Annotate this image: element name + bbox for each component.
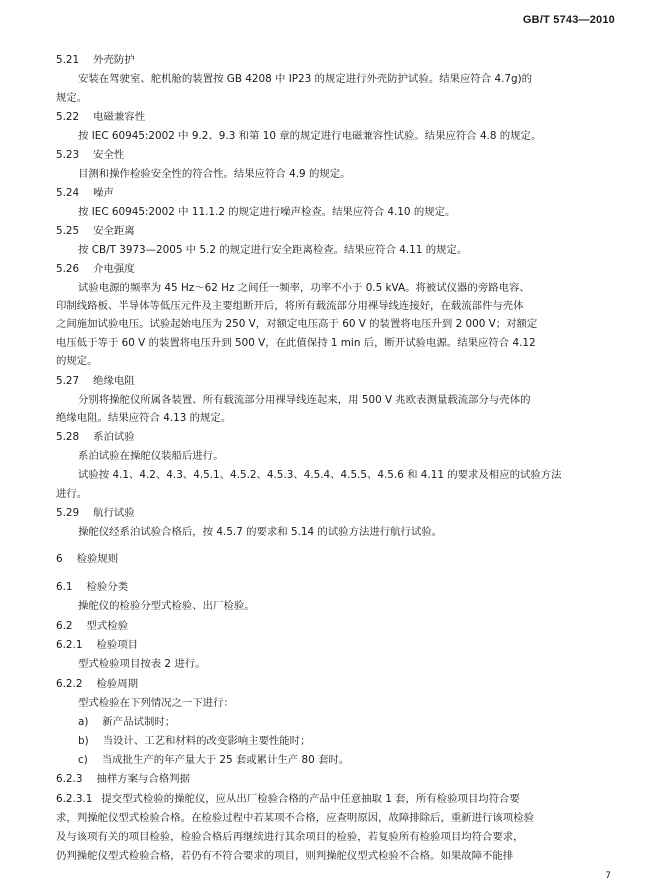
- section-number: 6.2.3: [56, 773, 83, 785]
- section-number: 5.26: [56, 263, 80, 275]
- section-title: 抽样方案与合格判据: [96, 773, 190, 785]
- body-line: 进行。: [56, 488, 88, 500]
- list-text: 当成批生产的年产量大于 25 套或累计生产 80 套时。: [101, 754, 350, 766]
- list-item: [78, 715, 175, 729]
- section-title: 噪声: [93, 187, 114, 199]
- section-heading-5-26: [56, 262, 135, 276]
- chapter-heading-6: [56, 552, 118, 566]
- section-title: 电磁兼容性: [93, 111, 146, 123]
- section-heading-5-25: [56, 224, 135, 238]
- section-heading-5-29: [56, 506, 135, 520]
- list-text: 当设计、工艺和材料的改变影响主要性能时；: [102, 735, 311, 747]
- list-marker: a): [78, 716, 89, 728]
- standard-number: GB/T 5743—2010: [522, 14, 615, 26]
- body-line: 印制线路板、半导体等低压元件及主要组断开后，将所有载流部分用裸导线连接好，在载流部件与壳体: [56, 300, 524, 312]
- body-line: 试验按 4.1、4.2、4.3、4.5.1、4.5.2、4.5.3、4.5.4、4.5.5、4.5.6 和 4.11 的要求及相应的试验方法: [78, 469, 562, 481]
- section-title: 型式检验: [86, 620, 129, 632]
- section-title: 系泊试验: [93, 431, 135, 443]
- body-line: 的规定。: [56, 355, 98, 367]
- section-heading-5-24: [56, 186, 114, 200]
- section-heading-5-28: [56, 430, 135, 444]
- section-number: 6.2.1: [56, 639, 83, 651]
- body-line: 分别将操舵仪所属各装置、所有载流部分用裸导线连起来，用 500 V 兆欧表测量载流部分与壳体的: [78, 394, 531, 406]
- section-number: 6.2: [56, 620, 73, 632]
- list-item: [78, 753, 349, 767]
- list-marker: c): [78, 754, 88, 766]
- section-number: 5.28: [56, 431, 80, 443]
- page-number: 7: [605, 871, 611, 881]
- section-number: 5.21: [56, 54, 80, 66]
- section-title: 检验周期: [96, 678, 139, 690]
- body-line: 系泊试验在操舵仪装船后进行。: [78, 450, 224, 462]
- section-heading-6-2-2: [56, 677, 138, 691]
- section-heading-6-2: [56, 619, 128, 633]
- section-number: 5.23: [56, 149, 80, 161]
- body-line: 型式检验在下列情况之一下进行：: [78, 697, 234, 709]
- section-heading-5-23: [56, 148, 124, 162]
- body-line: 型式检验项目按表 2 进行。: [78, 658, 206, 670]
- body-line: 操舵仪的检验分型式检验、出厂检验。: [78, 600, 255, 612]
- section-number: 5.27: [56, 375, 80, 387]
- body-line: 目测和操作检验安全性的符合性。结果应符合 4.9 的规定。: [78, 168, 351, 180]
- section-number: 5.29: [56, 507, 80, 519]
- section-title: 外壳防护: [93, 54, 135, 66]
- body-line: 提交型式检验的操舵仪，应从出厂检验合格的产品中任意抽取 1 套，所有检验项目均符合要: [101, 793, 520, 805]
- body-line: 求，判操舵仪型式检验合格。在检验过程中若某项不合格，应查明原因，故障排除后，重新进行该项检验: [56, 812, 534, 824]
- section-title: 安全性: [93, 149, 125, 161]
- section-title: 绝缘电阻: [93, 375, 135, 387]
- body-line: 操舵仪经系泊试验合格后，按 4.5.7 的要求和 5.14 的试验方法进行航行试验。: [78, 526, 443, 538]
- section-title: 介电强度: [93, 263, 135, 275]
- section-title: 检验项目: [96, 639, 139, 651]
- section-number: 5.24: [56, 187, 80, 199]
- section-heading-6-1: [56, 580, 128, 594]
- body-line: 按 IEC 60945:2002 中 9.2、9.3 和第 10 章的规定进行电磁兼容性试验。结果应符合 4.8 的规定。: [78, 130, 542, 142]
- body-line: 按 IEC 60945:2002 中 11.1.2 的规定进行噪声检查。结果应符合 4.10 的规定。: [78, 206, 456, 218]
- section-title: 航行试验: [93, 507, 135, 519]
- section-number: 6.1: [56, 581, 73, 593]
- section-number: 6.2.2: [56, 678, 83, 690]
- section-heading-6-2-3: [56, 772, 190, 786]
- list-item: [78, 734, 310, 748]
- section-heading-6-2-1: [56, 638, 138, 652]
- list-text: 新产品试制时；: [102, 716, 176, 728]
- section-title: 检验分类: [86, 581, 129, 593]
- section-title: 安全距离: [93, 225, 135, 237]
- body-line: 按 CB/T 3973—2005 中 5.2 的规定进行安全距离检查。结果应符合 4.11 的规定。: [78, 244, 468, 256]
- list-marker: b): [78, 735, 89, 747]
- body-line: 试验电源的频率为 45 Hz～62 Hz 之间任一频率，功率不小于 0.5 kVA。将被试仪器的旁路电容、: [78, 282, 530, 294]
- chapter-number: 6: [56, 553, 63, 565]
- section-number: 6.2.3.1: [56, 793, 93, 805]
- clause-6-2-3-1: [56, 792, 520, 806]
- body-line: 及与该项有关的项目检验，检验合格后再继续进行其余项目的检验，若复验所有检验项目均符合要求，: [56, 831, 524, 843]
- body-line: 规定。: [56, 92, 88, 104]
- body-line: 电压低于等于 60 V 的装置将电压升到 500 V，在此值保持 1 min 后，断开试验电源。结果应符合 4.12: [56, 337, 536, 349]
- section-number: 5.25: [56, 225, 80, 237]
- body-line: 仍判操舵仪型式检验合格，若仍有不符合要求的项目，则判操舵仪型式检验不合格。如果故障不能排: [56, 850, 514, 862]
- section-heading-5-21: [56, 53, 135, 67]
- section-number: 5.22: [56, 111, 80, 123]
- chapter-title: 检验规则: [76, 553, 119, 565]
- body-line: 绝缘电阻。结果应符合 4.13 的规定。: [56, 412, 232, 424]
- section-heading-5-22: [56, 110, 145, 124]
- body-line: 安装在驾驶室、舵机舱的装置按 GB 4208 中 IP23 的规定进行外壳防护试验。结果应符合 4.7g)的: [78, 73, 533, 85]
- section-heading-5-27: [56, 374, 135, 388]
- body-line: 之间施加试验电压。试验起始电压为 250 V，对额定电压高于 60 V 的装置将电压升到 2 000 V；对额定: [56, 318, 538, 330]
